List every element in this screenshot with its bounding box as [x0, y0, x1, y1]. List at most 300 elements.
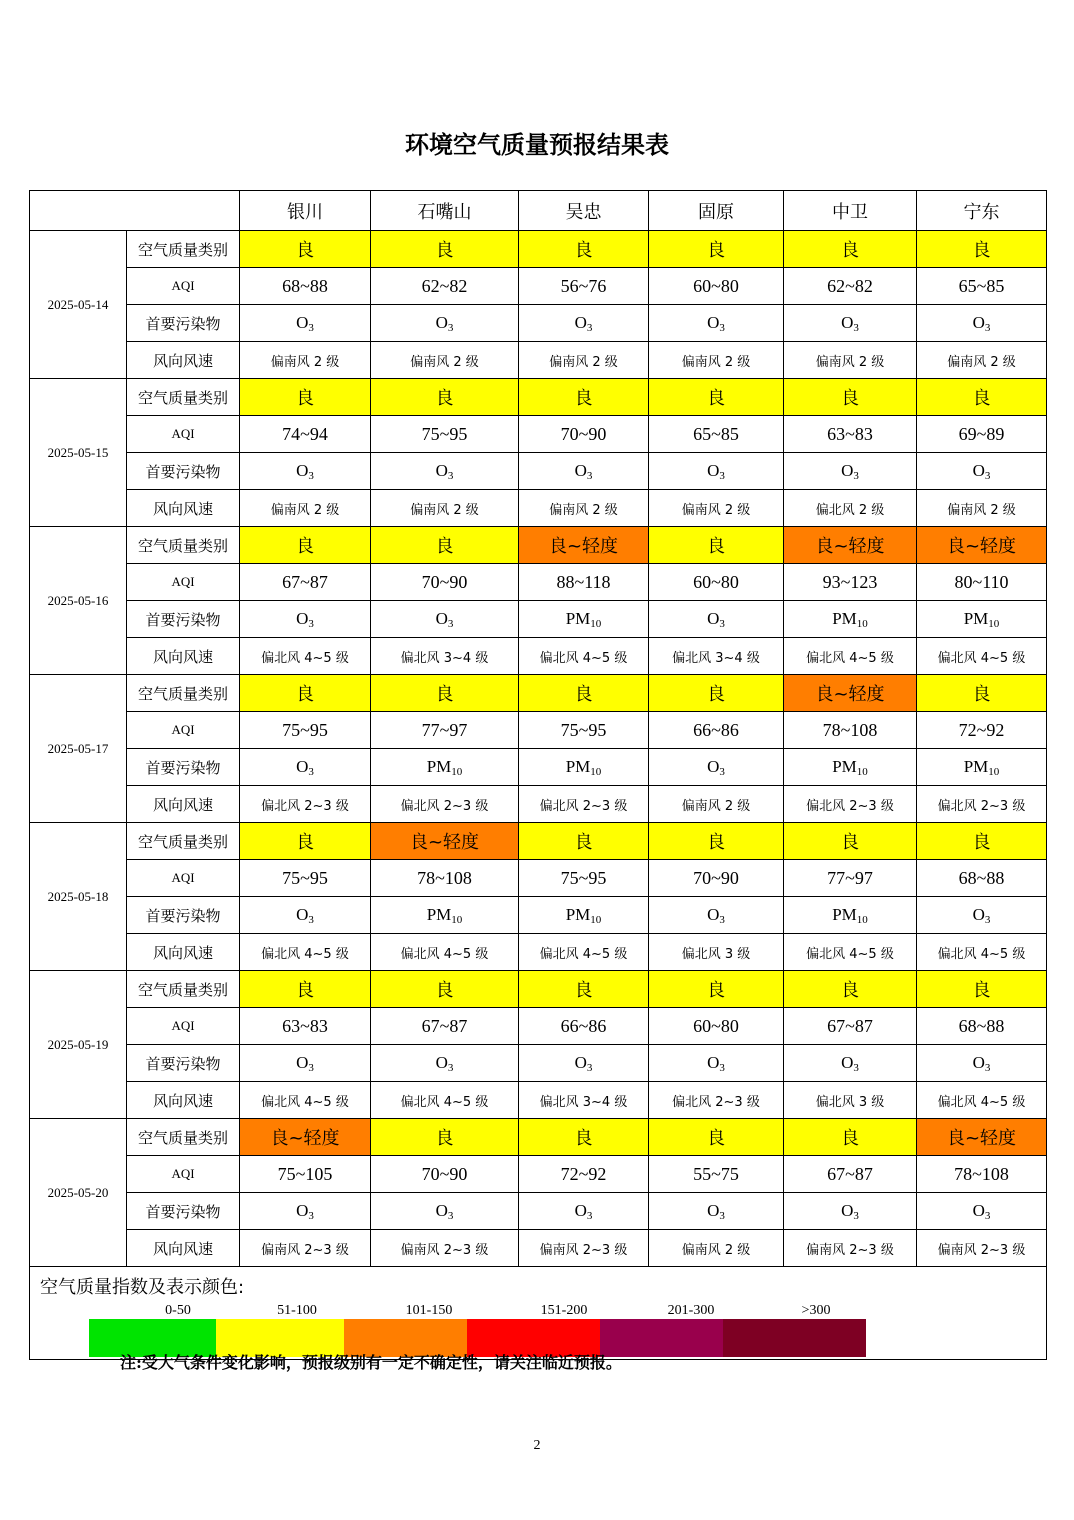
- pollutant-name: O: [707, 1200, 720, 1220]
- row-label-category: 空气质量类别: [127, 971, 240, 1008]
- pollutant-subscript: 10: [590, 765, 602, 778]
- wind-forecast: 偏北风 4~5 级: [917, 638, 1047, 675]
- day-row: [30, 379, 1047, 416]
- day-row: [30, 934, 1047, 971]
- day-row: [30, 1230, 1047, 1267]
- pollutant-subscript: 3: [308, 913, 314, 926]
- aqi-category: 良~轻度: [371, 823, 519, 860]
- pollutant-subscript: 3: [984, 321, 991, 334]
- pollutant-name: O: [574, 460, 587, 480]
- pollutant-subscript: 3: [447, 617, 454, 630]
- day-row: [30, 1045, 1047, 1082]
- forecast-table: [29, 190, 1047, 1360]
- pollutant-name: O: [296, 1052, 309, 1072]
- header-corner: [30, 191, 240, 231]
- aqi-category: 良: [240, 971, 371, 1008]
- wind-forecast: 偏南风 2~3 级: [240, 1230, 371, 1267]
- pollutant-name: PM: [565, 608, 591, 628]
- pollutant-name: PM: [963, 608, 989, 628]
- day-row: [30, 1156, 1047, 1193]
- forecast-note: 注:受大气条件变化影响，预报级别有一定不确定性，请关注临近预报。: [120, 1353, 622, 1372]
- row-label-aqi: AQI: [127, 712, 240, 749]
- primary-pollutant: [371, 749, 519, 786]
- day-row: [30, 860, 1047, 897]
- day-row: [30, 823, 1047, 860]
- wind-forecast: 偏南风 2~3 级: [519, 1230, 649, 1267]
- day-row: [30, 1119, 1047, 1156]
- aqi-range: 75~105: [240, 1156, 371, 1193]
- city-header: 吴忠: [519, 191, 649, 231]
- pollutant-subscript: 3: [308, 469, 314, 482]
- legend-range: 201-300: [667, 1303, 715, 1318]
- aqi-range: 67~87: [784, 1008, 917, 1045]
- pollutant-subscript: 3: [853, 469, 859, 482]
- pollutant-subscript: 3: [719, 1061, 725, 1074]
- pollutant-subscript: 3: [719, 321, 725, 334]
- pollutant-name: O: [841, 460, 854, 480]
- wind-forecast: 偏北风 4~5 级: [240, 638, 371, 675]
- pollutant-name: O: [435, 312, 448, 332]
- row-label-aqi: AQI: [127, 860, 240, 897]
- wind-forecast: 偏北风 4~5 级: [519, 934, 649, 971]
- wind-forecast: 偏南风 2 级: [649, 786, 784, 823]
- primary-pollutant: [240, 897, 371, 934]
- row-label-category: 空气质量类别: [127, 231, 240, 268]
- aqi-range: 62~82: [371, 268, 519, 305]
- row-label-pollutant: 首要污染物: [127, 1193, 240, 1230]
- row-label-pollutant: 首要污染物: [127, 453, 240, 490]
- wind-forecast: 偏南风 2 级: [917, 490, 1047, 527]
- wind-forecast: 偏北风 2~3 级: [649, 1082, 784, 1119]
- row-label-category: 空气质量类别: [127, 379, 240, 416]
- wind-forecast: 偏南风 2 级: [371, 490, 519, 527]
- aqi-category: 良: [371, 971, 519, 1008]
- pollutant-subscript: 3: [853, 1061, 859, 1074]
- primary-pollutant: [519, 1045, 649, 1082]
- primary-pollutant: [519, 305, 649, 342]
- row-label-wind: 风向风速: [127, 934, 240, 971]
- day-row: [30, 564, 1047, 601]
- wind-forecast: 偏北风 4~5 级: [240, 934, 371, 971]
- aqi-category: 良: [649, 231, 784, 268]
- aqi-range: 65~85: [917, 268, 1047, 305]
- aqi-range: 68~88: [240, 268, 371, 305]
- aqi-range: 88~118: [519, 564, 649, 601]
- aqi-category: 良: [371, 1119, 519, 1156]
- wind-forecast: 偏南风 2 级: [784, 342, 917, 379]
- aqi-range: 93~123: [784, 564, 917, 601]
- pollutant-name: O: [707, 608, 720, 628]
- pollutant-subscript: 3: [308, 1061, 314, 1074]
- primary-pollutant: [649, 897, 784, 934]
- primary-pollutant: [784, 601, 917, 638]
- pollutant-subscript: 10: [988, 765, 1000, 778]
- aqi-range: 78~108: [784, 712, 917, 749]
- aqi-category: 良: [649, 379, 784, 416]
- primary-pollutant: [371, 453, 519, 490]
- pollutant-name: O: [296, 460, 309, 480]
- row-label-pollutant: 首要污染物: [127, 601, 240, 638]
- aqi-range: 62~82: [784, 268, 917, 305]
- pollutant-name: PM: [832, 756, 857, 776]
- primary-pollutant: [917, 305, 1047, 342]
- primary-pollutant: [784, 305, 917, 342]
- aqi-range: 60~80: [649, 564, 784, 601]
- day-row: [30, 453, 1047, 490]
- header-row: [30, 191, 1047, 231]
- wind-forecast: 偏北风 4~5 级: [371, 1082, 519, 1119]
- pollutant-subscript: 3: [308, 1209, 314, 1222]
- aqi-category: 良: [519, 379, 649, 416]
- pollutant-subscript: 3: [719, 1209, 725, 1222]
- pollutant-subscript: 3: [719, 469, 725, 482]
- aqi-category: 良: [917, 823, 1047, 860]
- pollutant-name: O: [435, 608, 448, 628]
- forecast-date: 2025-05-16: [30, 527, 127, 675]
- row-label-aqi: AQI: [127, 564, 240, 601]
- aqi-range: 67~87: [240, 564, 371, 601]
- wind-forecast: 偏北风 4~5 级: [784, 638, 917, 675]
- row-label-category: 空气质量类别: [127, 527, 240, 564]
- primary-pollutant: [649, 1045, 784, 1082]
- day-row: [30, 638, 1047, 675]
- wind-forecast: 偏北风 4~5 级: [240, 1082, 371, 1119]
- aqi-range: 63~83: [784, 416, 917, 453]
- day-row: [30, 749, 1047, 786]
- aqi-range: 75~95: [240, 860, 371, 897]
- wind-forecast: 偏南风 2~3 级: [371, 1230, 519, 1267]
- city-header: 银川: [240, 191, 371, 231]
- forecast-date: 2025-05-19: [30, 971, 127, 1119]
- aqi-category: 良~轻度: [784, 675, 917, 712]
- pollutant-subscript: 3: [984, 1209, 991, 1222]
- primary-pollutant: [649, 601, 784, 638]
- row-label-pollutant: 首要污染物: [127, 1045, 240, 1082]
- wind-forecast: 偏南风 2 级: [240, 342, 371, 379]
- city-header: 固原: [649, 191, 784, 231]
- primary-pollutant: [519, 749, 649, 786]
- primary-pollutant: [917, 453, 1047, 490]
- legend-range: 0-50: [165, 1303, 191, 1318]
- aqi-category: 良: [240, 379, 371, 416]
- pollutant-subscript: 3: [447, 1209, 454, 1222]
- aqi-range: 74~94: [240, 416, 371, 453]
- primary-pollutant: [240, 453, 371, 490]
- legend-title: 空气质量指数及表示颜色:: [40, 1277, 245, 1298]
- forecast-date: 2025-05-14: [30, 231, 127, 379]
- page-number: 2: [533, 1438, 541, 1453]
- aqi-range: 67~87: [371, 1008, 519, 1045]
- aqi-category: 良: [519, 231, 649, 268]
- wind-forecast: 偏北风 3 级: [649, 934, 784, 971]
- aqi-category: 良: [649, 971, 784, 1008]
- day-row: [30, 490, 1047, 527]
- wind-forecast: 偏南风 2 级: [371, 342, 519, 379]
- aqi-category: 良: [784, 1119, 917, 1156]
- wind-forecast: 偏南风 2~3 级: [917, 1230, 1047, 1267]
- pollutant-name: O: [707, 756, 720, 776]
- pollutant-subscript: 3: [447, 1061, 454, 1074]
- row-label-wind: 风向风速: [127, 786, 240, 823]
- row-label-wind: 风向风速: [127, 342, 240, 379]
- pollutant-subscript: 10: [451, 765, 463, 778]
- pollutant-name: O: [296, 1200, 309, 1220]
- aqi-range: 56~76: [519, 268, 649, 305]
- aqi-range: 70~90: [649, 860, 784, 897]
- pollutant-name: O: [435, 460, 448, 480]
- aqi-category: 良: [519, 1119, 649, 1156]
- row-label-wind: 风向风速: [127, 490, 240, 527]
- aqi-range: 67~87: [784, 1156, 917, 1193]
- day-row: [30, 416, 1047, 453]
- pollutant-name: O: [841, 312, 854, 332]
- aqi-category: 良: [371, 675, 519, 712]
- aqi-category: 良: [784, 379, 917, 416]
- day-row: [30, 971, 1047, 1008]
- pollutant-name: O: [972, 312, 985, 332]
- legend-range: 151-200: [540, 1303, 588, 1318]
- pollutant-name: PM: [963, 756, 989, 776]
- aqi-category: 良~轻度: [784, 527, 917, 564]
- wind-forecast: 偏南风 2 级: [649, 342, 784, 379]
- day-row: [30, 1082, 1047, 1119]
- pollutant-subscript: 3: [586, 321, 593, 334]
- day-row: [30, 601, 1047, 638]
- aqi-category: 良: [649, 823, 784, 860]
- wind-forecast: 偏北风 4~5 级: [371, 934, 519, 971]
- primary-pollutant: [917, 1193, 1047, 1230]
- primary-pollutant: [371, 1193, 519, 1230]
- aqi-range: 60~80: [649, 268, 784, 305]
- pollutant-subscript: 3: [719, 765, 725, 778]
- aqi-range: 68~88: [917, 1008, 1047, 1045]
- pollutant-name: PM: [426, 904, 452, 924]
- wind-forecast: 偏南风 2 级: [917, 342, 1047, 379]
- pollutant-name: O: [296, 312, 309, 332]
- pollutant-subscript: 3: [308, 617, 314, 630]
- page-title: 环境空气质量预报结果表: [405, 130, 669, 159]
- pollutant-subscript: 3: [586, 1209, 593, 1222]
- aqi-range: 75~95: [240, 712, 371, 749]
- row-label-aqi: AQI: [127, 268, 240, 305]
- wind-forecast: 偏北风 3 级: [784, 1082, 917, 1119]
- primary-pollutant: [240, 601, 371, 638]
- pollutant-subscript: 10: [590, 617, 602, 630]
- primary-pollutant: [649, 453, 784, 490]
- primary-pollutant: [784, 749, 917, 786]
- day-row: [30, 1193, 1047, 1230]
- aqi-range: 77~97: [784, 860, 917, 897]
- primary-pollutant: [371, 601, 519, 638]
- pollutant-subscript: 3: [719, 617, 725, 630]
- primary-pollutant: [371, 897, 519, 934]
- wind-forecast: 偏北风 2~3 级: [784, 786, 917, 823]
- primary-pollutant: [240, 305, 371, 342]
- legend-range: 51-100: [277, 1303, 317, 1318]
- forecast-date: 2025-05-18: [30, 823, 127, 971]
- pollutant-subscript: 3: [586, 469, 593, 482]
- legend: [30, 1267, 1047, 1360]
- aqi-category: 良~轻度: [519, 527, 649, 564]
- city-header: 石嘴山: [371, 191, 519, 231]
- row-label-category: 空气质量类别: [127, 823, 240, 860]
- aqi-category: 良: [784, 231, 917, 268]
- day-row: [30, 675, 1047, 712]
- row-label-pollutant: 首要污染物: [127, 305, 240, 342]
- day-row: [30, 527, 1047, 564]
- pollutant-subscript: 3: [984, 1061, 991, 1074]
- wind-forecast: 偏南风 2 级: [240, 490, 371, 527]
- aqi-category: 良: [649, 1119, 784, 1156]
- row-label-pollutant: 首要污染物: [127, 897, 240, 934]
- aqi-category: 良: [649, 675, 784, 712]
- row-label-aqi: AQI: [127, 1008, 240, 1045]
- pollutant-name: PM: [426, 756, 452, 776]
- row-label-category: 空气质量类别: [127, 1119, 240, 1156]
- pollutant-name: O: [707, 904, 720, 924]
- row-label-wind: 风向风速: [127, 638, 240, 675]
- pollutant-name: O: [707, 1052, 720, 1072]
- primary-pollutant: [784, 1193, 917, 1230]
- aqi-category: 良: [917, 675, 1047, 712]
- wind-forecast: 偏南风 2 级: [649, 1230, 784, 1267]
- legend-swatch: [723, 1319, 866, 1357]
- aqi-range: 69~89: [917, 416, 1047, 453]
- pollutant-subscript: 3: [308, 765, 314, 778]
- primary-pollutant: [784, 1045, 917, 1082]
- day-row: [30, 231, 1047, 268]
- row-label-category: 空气质量类别: [127, 675, 240, 712]
- primary-pollutant: [519, 453, 649, 490]
- pollutant-name: PM: [832, 608, 857, 628]
- pollutant-name: O: [574, 1052, 587, 1072]
- pollutant-subscript: 3: [447, 469, 454, 482]
- pollutant-name: O: [435, 1052, 448, 1072]
- primary-pollutant: [519, 1193, 649, 1230]
- wind-forecast: 偏北风 3~4 级: [649, 638, 784, 675]
- wind-forecast: 偏北风 3~4 级: [371, 638, 519, 675]
- pollutant-name: O: [296, 756, 309, 776]
- aqi-range: 78~108: [371, 860, 519, 897]
- aqi-range: 63~83: [240, 1008, 371, 1045]
- wind-forecast: 偏北风 4~5 级: [917, 1082, 1047, 1119]
- pollutant-name: O: [972, 1200, 985, 1220]
- aqi-category: 良: [371, 379, 519, 416]
- aqi-category: 良~轻度: [240, 1119, 371, 1156]
- day-row: [30, 1008, 1047, 1045]
- primary-pollutant: [371, 1045, 519, 1082]
- aqi-category: 良: [240, 231, 371, 268]
- pollutant-name: O: [972, 460, 985, 480]
- pollutant-subscript: 3: [984, 469, 991, 482]
- pollutant-name: O: [841, 1200, 854, 1220]
- row-label-aqi: AQI: [127, 1156, 240, 1193]
- pollutant-name: O: [296, 608, 309, 628]
- pollutant-subscript: 10: [451, 913, 463, 926]
- pollutant-name: PM: [832, 904, 857, 924]
- day-row: [30, 305, 1047, 342]
- wind-forecast: 偏北风 3~4 级: [519, 1082, 649, 1119]
- primary-pollutant: [917, 1045, 1047, 1082]
- pollutant-name: O: [296, 904, 309, 924]
- city-header: 中卫: [784, 191, 917, 231]
- primary-pollutant: [784, 453, 917, 490]
- aqi-category: 良: [917, 971, 1047, 1008]
- pollutant-name: O: [972, 904, 985, 924]
- aqi-category: 良: [240, 823, 371, 860]
- aqi-range: 55~75: [649, 1156, 784, 1193]
- day-row: [30, 268, 1047, 305]
- pollutant-subscript: 3: [447, 321, 454, 334]
- legend-range: >300: [801, 1303, 831, 1318]
- aqi-range: 70~90: [519, 416, 649, 453]
- wind-forecast: 偏北风 2 级: [784, 490, 917, 527]
- primary-pollutant: [519, 897, 649, 934]
- aqi-category: 良: [917, 379, 1047, 416]
- primary-pollutant: [649, 1193, 784, 1230]
- primary-pollutant: [519, 601, 649, 638]
- aqi-category: 良: [917, 231, 1047, 268]
- aqi-range: 80~110: [917, 564, 1047, 601]
- row-label-aqi: AQI: [127, 416, 240, 453]
- pollutant-name: O: [972, 1052, 985, 1072]
- pollutant-subscript: 3: [984, 913, 991, 926]
- pollutant-name: PM: [565, 756, 591, 776]
- aqi-category: 良: [371, 231, 519, 268]
- pollutant-subscript: 10: [856, 913, 868, 926]
- primary-pollutant: [917, 897, 1047, 934]
- aqi-category: 良: [784, 823, 917, 860]
- forecast-date: 2025-05-15: [30, 379, 127, 527]
- wind-forecast: 偏北风 4~5 级: [519, 638, 649, 675]
- aqi-category: 良~轻度: [917, 527, 1047, 564]
- pollutant-subscript: 3: [719, 913, 725, 926]
- pollutant-name: O: [574, 1200, 587, 1220]
- wind-forecast: 偏北风 4~5 级: [917, 934, 1047, 971]
- aqi-category: 良: [240, 675, 371, 712]
- day-row: [30, 712, 1047, 749]
- wind-forecast: 偏南风 2~3 级: [784, 1230, 917, 1267]
- primary-pollutant: [240, 1045, 371, 1082]
- pollutant-name: O: [841, 1052, 854, 1072]
- legend-row: [30, 1267, 1047, 1360]
- day-row: [30, 342, 1047, 379]
- wind-forecast: 偏北风 2~3 级: [917, 786, 1047, 823]
- row-label-pollutant: 首要污染物: [127, 749, 240, 786]
- aqi-range: 66~86: [649, 712, 784, 749]
- aqi-range: 66~86: [519, 1008, 649, 1045]
- aqi-range: 75~95: [519, 712, 649, 749]
- row-label-wind: 风向风速: [127, 1230, 240, 1267]
- forecast-date: 2025-05-20: [30, 1119, 127, 1267]
- aqi-range: 65~85: [649, 416, 784, 453]
- pollutant-name: PM: [565, 904, 591, 924]
- aqi-range: 78~108: [917, 1156, 1047, 1193]
- aqi-category: 良: [519, 823, 649, 860]
- city-header: 宁东: [917, 191, 1047, 231]
- aqi-category: 良: [519, 675, 649, 712]
- aqi-range: 75~95: [371, 416, 519, 453]
- aqi-category: 良: [371, 527, 519, 564]
- wind-forecast: 偏北风 2~3 级: [240, 786, 371, 823]
- pollutant-name: O: [707, 312, 720, 332]
- pollutant-subscript: 3: [586, 1061, 593, 1074]
- aqi-range: 75~95: [519, 860, 649, 897]
- pollutant-name: O: [574, 312, 587, 332]
- aqi-category: 良~轻度: [917, 1119, 1047, 1156]
- primary-pollutant: [649, 749, 784, 786]
- primary-pollutant: [917, 601, 1047, 638]
